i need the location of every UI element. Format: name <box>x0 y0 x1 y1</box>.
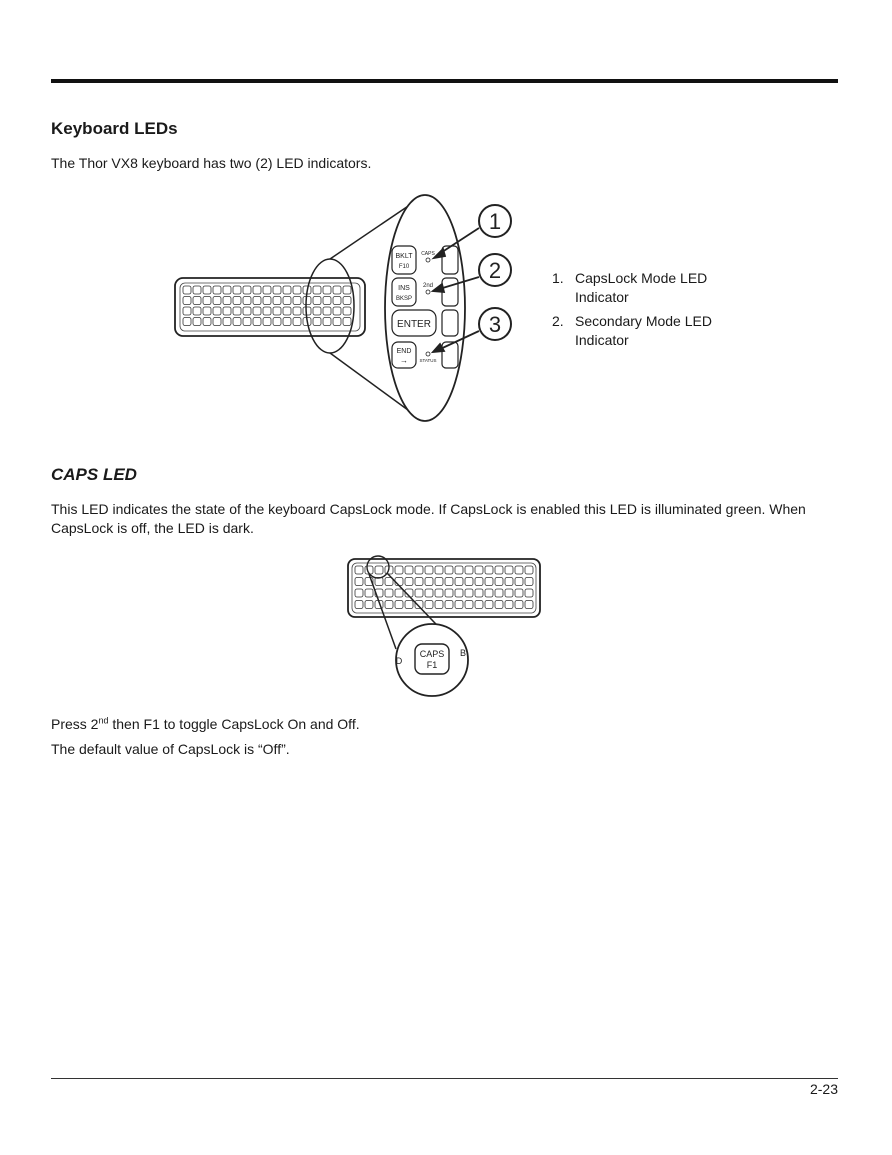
keyboard-key <box>193 307 201 315</box>
legend-text: Secondary Mode LED Indicator <box>575 313 712 348</box>
keyboard-key <box>465 601 473 609</box>
keyboard-key <box>293 286 301 294</box>
keyboard-key <box>193 297 201 305</box>
keyboard-key <box>405 578 413 586</box>
keyboard-key <box>193 318 201 326</box>
keyboard-key <box>375 578 383 586</box>
keyboard-key <box>525 566 533 574</box>
keyboard-key <box>243 318 251 326</box>
caps-led-label: CAPS <box>421 251 435 257</box>
led-legend <box>552 269 735 355</box>
keyboard-key <box>223 318 231 326</box>
keyboard-key <box>355 578 363 586</box>
keyboard-key <box>313 318 321 326</box>
keyboard-key <box>495 578 503 586</box>
keyboard-key <box>253 307 261 315</box>
caps-key-top: CAPS <box>419 649 445 659</box>
keyboard-key <box>395 589 403 597</box>
keyboard-key <box>283 286 291 294</box>
keyboard-key <box>233 307 241 315</box>
keyboard-key <box>243 297 251 305</box>
keyboard-key <box>365 601 373 609</box>
keyboard-key <box>395 566 403 574</box>
keyboard-key <box>365 589 373 597</box>
keyboard-key <box>505 601 513 609</box>
keyboard-key <box>405 601 413 609</box>
keyboard-key <box>333 318 341 326</box>
keyboard-key <box>323 297 331 305</box>
keyboard-key <box>455 578 463 586</box>
second-led-icon <box>426 290 430 294</box>
keyboard-key <box>405 566 413 574</box>
keyboard-key <box>333 286 341 294</box>
caps-led-icon <box>426 258 430 262</box>
keyboard-key <box>525 589 533 597</box>
key-ins: INS <box>398 285 410 292</box>
keyboard-key <box>505 589 513 597</box>
keyboard-key <box>263 286 271 294</box>
keyboard-key <box>425 578 433 586</box>
keyboard-key <box>495 601 503 609</box>
keyboard-key <box>253 297 261 305</box>
key-bksp: BKSP <box>395 296 413 302</box>
bottom-rule <box>51 1078 838 1079</box>
keyboard-key <box>273 297 281 305</box>
keyboard-key <box>253 286 261 294</box>
keyboard-key <box>213 297 221 305</box>
keyboard-key <box>313 286 321 294</box>
keyboard-key <box>415 589 423 597</box>
keyboard-key <box>243 307 251 315</box>
keyboard-key <box>355 601 363 609</box>
toggle-pre: Press 2 <box>51 716 99 732</box>
keyboard-key <box>395 601 403 609</box>
keyboard-key <box>355 566 363 574</box>
keyboard-key <box>415 566 423 574</box>
keyboard-key <box>475 589 483 597</box>
keyboard-key <box>515 601 523 609</box>
keyboard-key <box>203 297 211 305</box>
keyboard-key <box>455 601 463 609</box>
callout-3: 3 <box>488 312 502 337</box>
keyboard-key <box>475 601 483 609</box>
keyboard-key <box>385 589 393 597</box>
keyboard-key <box>223 286 231 294</box>
keyboard-key <box>233 297 241 305</box>
keyboard-key <box>223 297 231 305</box>
keyboard-key <box>193 286 201 294</box>
keyboard-key <box>515 578 523 586</box>
keyboard-key <box>485 578 493 586</box>
keyboard-key <box>465 566 473 574</box>
caps-key-figure <box>345 553 545 697</box>
caps-led-title: CAPS LED <box>51 465 137 484</box>
keyboard-key <box>435 566 443 574</box>
keyboard-key <box>385 601 393 609</box>
keyboard-key <box>273 318 281 326</box>
magnified-view-ellipse <box>385 195 465 421</box>
toggle-post: then F1 to toggle CapsLock On and Off. <box>108 716 360 732</box>
keyboard-key <box>465 589 473 597</box>
keyboard-key <box>435 601 443 609</box>
keyboard-key <box>283 297 291 305</box>
caps-led-description: This LED indicates the state of the keyboard CapsLock mode. If CapsLock is enabled this LED is illuminated green. When CapsLock is off, the LED is dark. <box>51 501 806 536</box>
neighbor-key-left: D <box>395 656 403 666</box>
keyboard-key <box>323 307 331 315</box>
keyboard-key <box>395 578 403 586</box>
key-arrow: → <box>400 356 408 365</box>
keyboard-key <box>233 286 241 294</box>
keyboard-key <box>343 297 351 305</box>
keyboard-key <box>203 307 211 315</box>
neighbor-key-right: B <box>459 648 467 658</box>
keyboard-key <box>213 318 221 326</box>
keyboard-key <box>323 286 331 294</box>
keyboard-key <box>283 307 291 315</box>
keyboard-key <box>233 318 241 326</box>
keyboard-key <box>343 318 351 326</box>
keyboard-key <box>213 286 221 294</box>
keyboard-key <box>183 318 191 326</box>
keyboard-key <box>203 286 211 294</box>
keyboard-key <box>445 566 453 574</box>
keyboard-key <box>293 307 301 315</box>
keyboard-key <box>525 601 533 609</box>
keyboard-led-figure <box>170 193 530 425</box>
legend-text: CapsLock Mode LED Indicator <box>575 270 708 305</box>
default-value-text: The default value of CapsLock is “Off”. <box>51 741 290 757</box>
keyboard-key <box>465 578 473 586</box>
top-rule <box>51 79 838 83</box>
keyboard-key <box>333 297 341 305</box>
keyboard-key <box>313 307 321 315</box>
legend-item <box>552 312 735 350</box>
status-led-icon <box>426 352 430 356</box>
toggle-instruction <box>51 715 360 734</box>
keyboard-key <box>223 307 231 315</box>
keyboard-key <box>435 578 443 586</box>
keyboard-key <box>273 307 281 315</box>
keyboard-key <box>183 297 191 305</box>
keyboard-key <box>445 589 453 597</box>
keyboard-key <box>355 589 363 597</box>
keyboard-key <box>283 318 291 326</box>
keyboard-key <box>183 307 191 315</box>
keyboard-key <box>213 307 221 315</box>
keyboard-key <box>475 578 483 586</box>
keyboard-key <box>273 286 281 294</box>
keyboard-key <box>495 566 503 574</box>
keyboard-key <box>455 589 463 597</box>
keyboard-key <box>263 297 271 305</box>
section-title: Keyboard LEDs <box>51 119 178 138</box>
keyboard-key <box>485 589 493 597</box>
keyboard-key <box>243 286 251 294</box>
page-number: 2-23 <box>809 1081 838 1097</box>
keyboard-key <box>253 318 261 326</box>
second-led-label: 2nd <box>422 283 434 289</box>
keyboard-key <box>263 307 271 315</box>
keyboard-key <box>515 566 523 574</box>
legend-item <box>552 269 735 307</box>
keyboard-key <box>323 318 331 326</box>
keyboard-key <box>343 286 351 294</box>
keyboard-key <box>475 566 483 574</box>
keyboard-key <box>435 589 443 597</box>
toggle-sup: nd <box>98 715 109 726</box>
keyboard-key <box>425 601 433 609</box>
key-end: END <box>396 348 412 355</box>
legend-number: 1. <box>552 270 564 286</box>
keyboard-key <box>293 318 301 326</box>
key-bklt: BKLT <box>395 253 413 260</box>
keyboard-key <box>485 566 493 574</box>
keyboard-key <box>505 566 513 574</box>
keyboard-key <box>375 566 383 574</box>
keyboard-key <box>313 297 321 305</box>
callout-2: 2 <box>488 258 502 283</box>
keyboard-key <box>445 601 453 609</box>
status-led-label: STATUS <box>419 358 437 363</box>
keyboard-key <box>333 307 341 315</box>
callout-1: 1 <box>488 209 502 234</box>
keyboard-key <box>485 601 493 609</box>
keyboard-key <box>263 318 271 326</box>
keyboard-key <box>515 589 523 597</box>
legend-number: 2. <box>552 313 564 329</box>
keyboard-key <box>203 318 211 326</box>
key-f10: F10 <box>398 264 410 270</box>
keyboard-key <box>293 297 301 305</box>
keyboard-key <box>425 566 433 574</box>
keyboard-key <box>343 307 351 315</box>
keyboard-key <box>505 578 513 586</box>
keyboard-key <box>445 578 453 586</box>
key-enter: ENTER <box>397 319 431 330</box>
keyboard-key <box>495 589 503 597</box>
keyboard-key <box>183 286 191 294</box>
intro-paragraph: The Thor VX8 keyboard has two (2) LED indicators. <box>51 155 372 171</box>
keyboard-key <box>415 578 423 586</box>
keyboard-key <box>525 578 533 586</box>
caps-key-bottom: F1 <box>426 660 438 670</box>
keyboard-key <box>425 589 433 597</box>
keyboard-key <box>455 566 463 574</box>
